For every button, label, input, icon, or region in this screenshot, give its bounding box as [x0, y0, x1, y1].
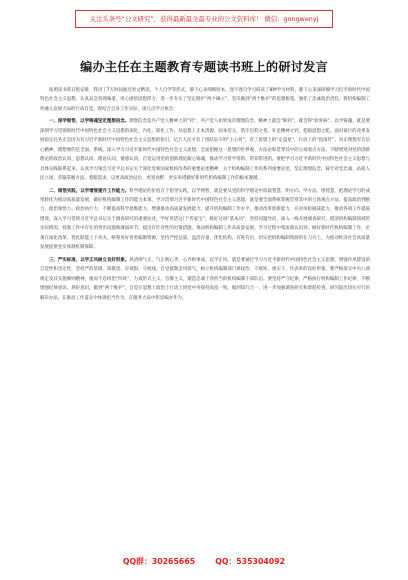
qq-group-label: QQ群：30265665: [122, 557, 196, 566]
paragraph-text: 按照读书班日程安排，我用了7天时间通过原文精读、个人自学等形式，静下心来细细原本、逐字逐句学习研读了8种学习材料，静下心来深研细学习近平新时代中国特色社会主义思想，认真品尝真理味道，用心感悟思想伟力，进一步夯实了坚定拥护“两个确立”，坚决做到“两个维护”的思想根基，强化了忠诚政治责任，将机构编制工作融入发展大局的行动自觉。现结合自身工作实际，谈几点学习体会：: [40, 88, 370, 112]
paragraph-section-1: [40, 117, 370, 183]
contact-footer: [0, 556, 408, 567]
paragraph-section-3: [40, 256, 370, 303]
paragraph-intro: [40, 86, 370, 114]
qq-label: QQ：535304092: [215, 557, 286, 566]
section-heading: 三、严实标准，以学正风树立良好形象。: [49, 257, 130, 263]
paragraph-text: 科学理论的价值在于指导实践，以学增智，就是要从党的科学理论中汲取智慧、明方向、学方法、增智慧，把理论学习的成果转化为推动高质量发展、做好机构编制工作的能力本领。学习贯彻习近平新时代中国特色社会主义思想，就是要全面系统掌握贯穿其中的立场观点方法，提高政治判断力、政治领悟力、政治执行力，不断提高科学思维能力、增强推动高质量发展能力，提升机构编制工作水平，推动改革创新能力、应对风险挑战能力，推动各项工作提质增效。深入学习贯彻习近平总书记关于调查研究的重要论述，学好用活这门“传家宝”，练好这项“基本功”，坚持问题导向，深入一线开展调查研究，摸清机构编制领域的实际情况，找准工作中存在的突出问题和薄弱环节，提出有针对性的对策措施，推动机构编制工作高质量发展。学习过程中我深刻认识到，做好新时代机构编制工作，必须在深化改革、优化职能上下功夫，统筹用好各类编制资源，坚持严控总量、盘活存量、优化结构、有进有出，切实把机构编制资源用在刀刃上，为推动经济社会高质量发展提供坚实体制机制保障。: [40, 188, 371, 251]
paragraph-text: 风清则气正，气正则心齐，心齐则事成。以学正风，就是要通过学习习近平新时代中国特色社会主义思想，增强作风建设的自觉性和坚定性，坚持严的基调，知敬畏、存戒惧、守底线，自觉抵制歪风邪气，树立机构编制部门讲政治、守规矩、重实干、作表率的良好形象。要严格落实中央八项规定及其实施细则精神，驰而不息纠治“四风”，力戒形式主义、官僚主义，锻造忠诚干净担当的机构编制干部队伍。要坚持严守纪律，严格执行机构编制工作纪律，不断增强纪律意识、规矩意识，做到“两个维护”，自觉在思想上政治上行动上同党中央保持高度一致，做到知行合一，进一步加强调查研究和督促检查，研究提出切实可行的解决办法，在推动工作落实中体现担当作为，在服务大局中彰显编办作为。: [40, 257, 371, 301]
section-heading: 二、细悟实践，以学增智提升工作能力。: [49, 188, 130, 194]
document-body: [40, 86, 370, 303]
document-title: 编办主任在主题教育专题读书班上的研讨发言: [80, 60, 328, 74]
paragraph-text: 理想信念是共产党人精神上的“钙”，共产党人如果没有理想信念，精神上就会“缺钙”，就会得“软骨病”。以学铸魂，就是要深刻学习贯彻新时代中国特色社会主义思想的深化、内化、转化工作，从思想上正本清源、固本培元，筑牢信仰之基、补足精神之钙、把稳思想之舵。面对艰巨的改革发展稳定任务正是因为有习近平新时代中国特色社会主义思想的指引，亿万人民才有了团结奋斗的“主心骨”，有了思想上的“定盘星”，行动上的“指南针”。真正理想有自信心精神、理想要的是全面、系统。深入学习习近平新时代中国特色社会主义思想，全面把握这一思想的世界观、方法论和贯穿其中的立场观点方法，不断增进对党的创新理论的政治认同、思想认同、理论认同、情感认同，自觉运用党的创新理论凝心铸魂，推动学习常学常新、常知常进的。要把学习习近平新时代中国特色社会主义思想与具体实践联系起来，认真学习领会习近平总书记关于深化党和国家机构改革的重要论述精神，关于机构编制工作的系列重要论述，坚定理想信念，铸牢对党忠诚、站稳人民立场，普遍掌握方法、着眼需求，以更高政治站位、更宽视野、更实举措做好新时代机构编制工作的根本遵循。: [40, 119, 370, 182]
promo-banner: 关注头条号“公文研究”，获得最新最全最专业的公文资料库！ 微信：gongwenyj: [75, 10, 333, 28]
section-heading: 一、深学细悟，以学铸魂坚定理想信念。: [49, 119, 130, 125]
paragraph-section-2: [40, 187, 370, 253]
